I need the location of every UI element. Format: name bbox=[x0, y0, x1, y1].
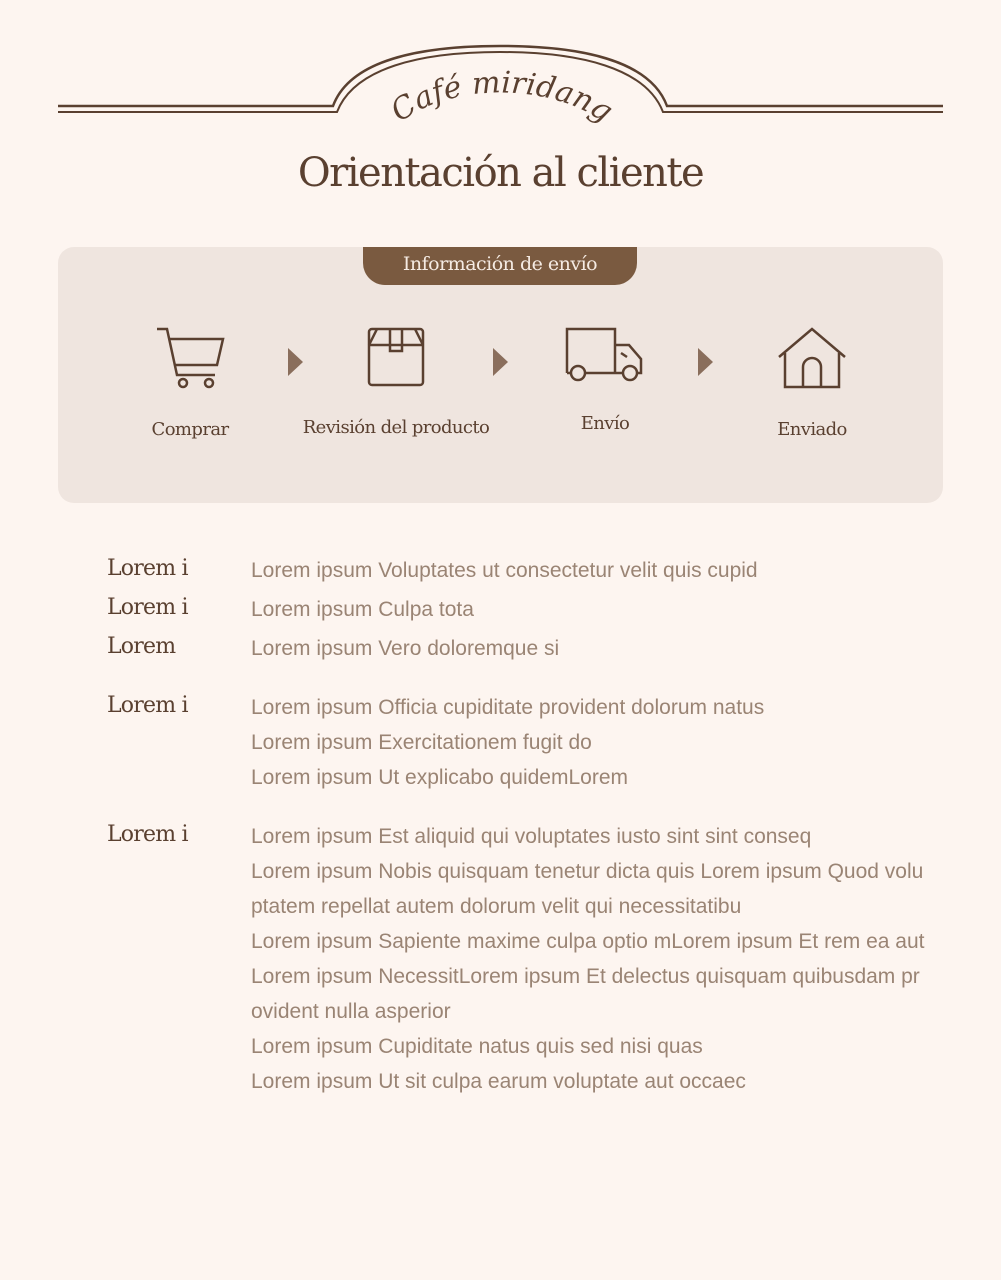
group-lines bbox=[251, 553, 927, 588]
info-group bbox=[107, 553, 927, 588]
group-label: Lorem i bbox=[107, 822, 188, 847]
info-line: Lorem ipsum Nobis quisquam tenetur dicta quis Lorem ipsum Quod voluptatem repellat autem dolorum velit qui necessitatibu bbox=[251, 860, 924, 918]
info-group bbox=[107, 690, 927, 795]
info-group bbox=[107, 819, 927, 1099]
step-comprar: Comprar bbox=[80, 327, 300, 440]
header-arch bbox=[0, 0, 1001, 145]
group-label: Lorem i bbox=[107, 595, 188, 620]
brand-logo: Café miridang bbox=[384, 65, 619, 130]
group-lines bbox=[251, 819, 927, 1099]
info-line: Lorem ipsum Sapiente maxime culpa optio mLorem ipsum Et rem ea aut bbox=[251, 930, 925, 953]
shipping-info-panel bbox=[58, 247, 943, 503]
info-list bbox=[107, 553, 927, 1099]
box-icon bbox=[367, 327, 425, 387]
cart-icon bbox=[155, 327, 225, 389]
step-revision: Revisión del producto bbox=[286, 327, 506, 438]
info-group bbox=[107, 592, 927, 627]
info-line: Lorem ipsum Culpa tota bbox=[251, 598, 474, 621]
page-title: Orientación al cliente bbox=[297, 150, 704, 196]
step-envio: Envío bbox=[495, 327, 715, 434]
info-line: Lorem ipsum Cupiditate natus quis sed nisi quas bbox=[251, 1035, 703, 1058]
info-line: Lorem ipsum Vero doloremque si bbox=[251, 637, 560, 660]
info-group bbox=[107, 631, 927, 666]
truck-icon bbox=[565, 327, 645, 383]
group-label: Lorem i bbox=[107, 556, 188, 581]
info-line: Lorem ipsum Officia cupiditate provident dolorum natus bbox=[251, 696, 765, 719]
house-icon bbox=[777, 327, 847, 389]
info-line: Lorem ipsum Voluptates ut consectetur velit quis cupid bbox=[251, 559, 758, 582]
info-line: Lorem ipsum Est aliquid qui voluptates iusto sint sint conseq bbox=[251, 825, 812, 848]
info-line: Lorem ipsum NecessitLorem ipsum Et delectus quisquam quibusdam provident nulla asperior bbox=[251, 965, 920, 1023]
group-lines bbox=[251, 690, 927, 795]
group-lines bbox=[251, 592, 927, 627]
info-line: Lorem ipsum Ut sit culpa earum voluptate aut occaec bbox=[251, 1070, 746, 1093]
info-line: Lorem ipsum Ut explicabo quidemLorem bbox=[251, 766, 629, 789]
group-label: Lorem i bbox=[107, 693, 188, 718]
group-label: Lorem bbox=[107, 634, 176, 659]
info-line: Lorem ipsum Exercitationem fugit do bbox=[251, 731, 592, 754]
group-lines bbox=[251, 631, 927, 666]
panel-tab: Información de envío bbox=[363, 247, 637, 285]
step-enviado: Enviado bbox=[702, 327, 922, 440]
